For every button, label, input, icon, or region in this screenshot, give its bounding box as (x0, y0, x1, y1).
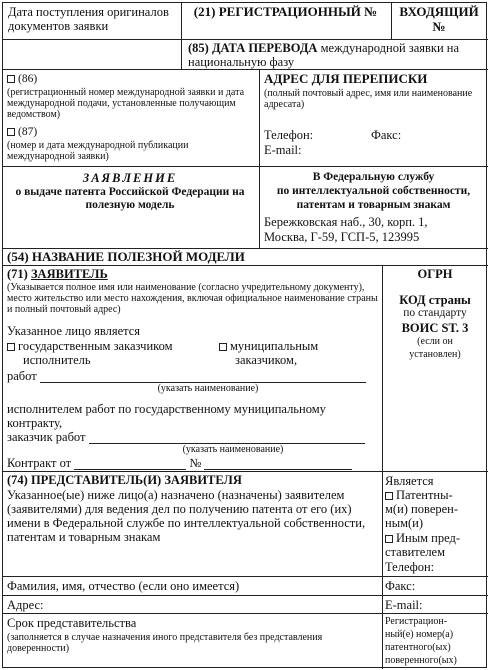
patent-attorney-checkbox[interactable] (385, 492, 393, 500)
option-municipal-customer[interactable]: муниципальным (219, 339, 318, 353)
field-86: (86) (7, 73, 37, 86)
address-phone-label: Телефон: (264, 128, 314, 142)
country-code-line5: установлен) (409, 349, 461, 360)
country-code-line3: ВОИС ST. 3 (401, 321, 469, 335)
address-label: Адрес: (7, 598, 44, 612)
person-is-label: Указанное лицо является (7, 324, 141, 338)
state-customer-checkbox[interactable] (7, 343, 15, 351)
option-other-representative-line2: ставителем (385, 545, 446, 559)
representative-text: Указанное(ые) ниже лицо(а) назначено (назначены) заявителем (заявителями) для ведения дел по получению патента от его (их) имени в Федеральной службе по интеллектуальной собственности, патентам и товарным знакам (7, 488, 366, 544)
customer-field[interactable]: заказчик работ (7, 430, 365, 444)
receipt-date-label: Дата поступления оригиналов документов заявки (8, 5, 169, 33)
contractor-text: исполнителем работ по государственному муниципальному контракту, (7, 402, 326, 430)
municipal-customer-checkbox[interactable] (219, 343, 227, 351)
option-contractor: исполнитель (23, 353, 91, 367)
incoming-number-label: ВХОДЯЩИЙ № (399, 4, 479, 34)
transfer-date-label: (85) ДАТА ПЕРЕВОДА международной заявки на национальную фазу (188, 41, 460, 69)
recipient-address-line2: Москва, Г-59, ГСП-5, 123995 (264, 230, 420, 244)
customer-hint: (указать наименование) (182, 444, 284, 455)
field-87: (87) (7, 126, 37, 139)
contract-number-line[interactable] (204, 469, 352, 470)
representative-is-label: Является (385, 474, 434, 488)
representative-email-label: E-mail: (385, 598, 423, 612)
country-code-line4: (если он (417, 336, 453, 347)
recipient-line1: В Федеральную службу (312, 171, 435, 183)
option-patent-attorney-line3: ным(и) (385, 516, 424, 530)
recipient-line2: по интеллектуальной собственности, (276, 185, 471, 197)
term-label: Срок представительства (7, 616, 137, 630)
checkbox-87[interactable] (7, 128, 15, 136)
model-name-label: (54) НАЗВАНИЕ ПОЛЕЗНОЙ МОДЕЛИ (7, 249, 245, 264)
option-patent-attorney[interactable]: Патентны- (385, 488, 453, 502)
country-code-line2: по стандарту (403, 307, 467, 319)
contract-date-line[interactable] (74, 469, 186, 470)
option-municipal-customer-line2: заказчиком, (235, 353, 298, 367)
ogrn-label: ОГРН (417, 267, 453, 281)
work-field[interactable]: работ (7, 369, 366, 383)
reg-number-line3: патентного(ых) (385, 642, 451, 653)
address-email-label: E-mail: (264, 143, 302, 157)
address-fax-label: Факс: (371, 128, 402, 142)
field-87-hint: (номер и дата международной публикации международной заявки) (7, 140, 189, 163)
reg-number-line2: ный(е) номер(а) (385, 629, 454, 640)
option-state-customer[interactable]: государственным заказчиком (7, 339, 173, 353)
reg-number-line1: Регистрацион- (385, 616, 448, 627)
name-label: Фамилия, имя, отчество (если оно имеется) (7, 579, 240, 593)
application-title: ЗАЯВЛЕНИЕ (82, 171, 178, 185)
address-subtitle: (полный почтовый адрес, имя или наименование адресата) (264, 88, 473, 111)
representative-phone-label: Телефон: (385, 560, 435, 574)
application-subtitle: о выдаче патента Российской Федерации на полезную модель (15, 186, 245, 211)
contract-field[interactable]: Контракт от № (7, 456, 352, 470)
checkbox-86[interactable] (7, 75, 15, 83)
recipient-address-line1: Бережковская наб., 30, корп. 1, (264, 215, 428, 229)
option-patent-attorney-line2: м(и) поверен- (385, 502, 459, 516)
application-form (2, 2, 487, 668)
address-title: АДРЕС ДЛЯ ПЕРЕПИСКИ (264, 71, 428, 86)
option-other-representative[interactable]: Иным пред- (385, 531, 460, 545)
recipient-line3: патентам и товарным знакам (296, 199, 451, 211)
work-hint: (указать наименование) (157, 383, 259, 394)
registration-number-label: (21) РЕГИСТРАЦИОННЫЙ № (193, 4, 378, 19)
applicant-label: (71) ЗАЯВИТЕЛЬ (7, 267, 108, 281)
term-hint: (заполняется в случае назначения иного представителя без представления доверенности) (7, 632, 323, 655)
country-code-line1: КОД страны (399, 293, 471, 307)
applicant-hint: (Указывается полное имя или наименование (согласно учредительному документу), место жительство или место нахождения, включая официальное наименование страны и полный почтовый адрес) (7, 282, 378, 316)
reg-number-line4: поверенного(ых) (385, 655, 457, 666)
representative-label: (74) ПРЕДСТАВИТЕЛЬ(И) ЗАЯВИТЕЛЯ (7, 473, 242, 487)
representative-fax-label: Факс: (385, 579, 416, 593)
field-86-hint: (регистрационный номер международной заявки и дата международной подачи, установленные получающим ведомством) (7, 87, 245, 121)
other-representative-checkbox[interactable] (385, 535, 393, 543)
